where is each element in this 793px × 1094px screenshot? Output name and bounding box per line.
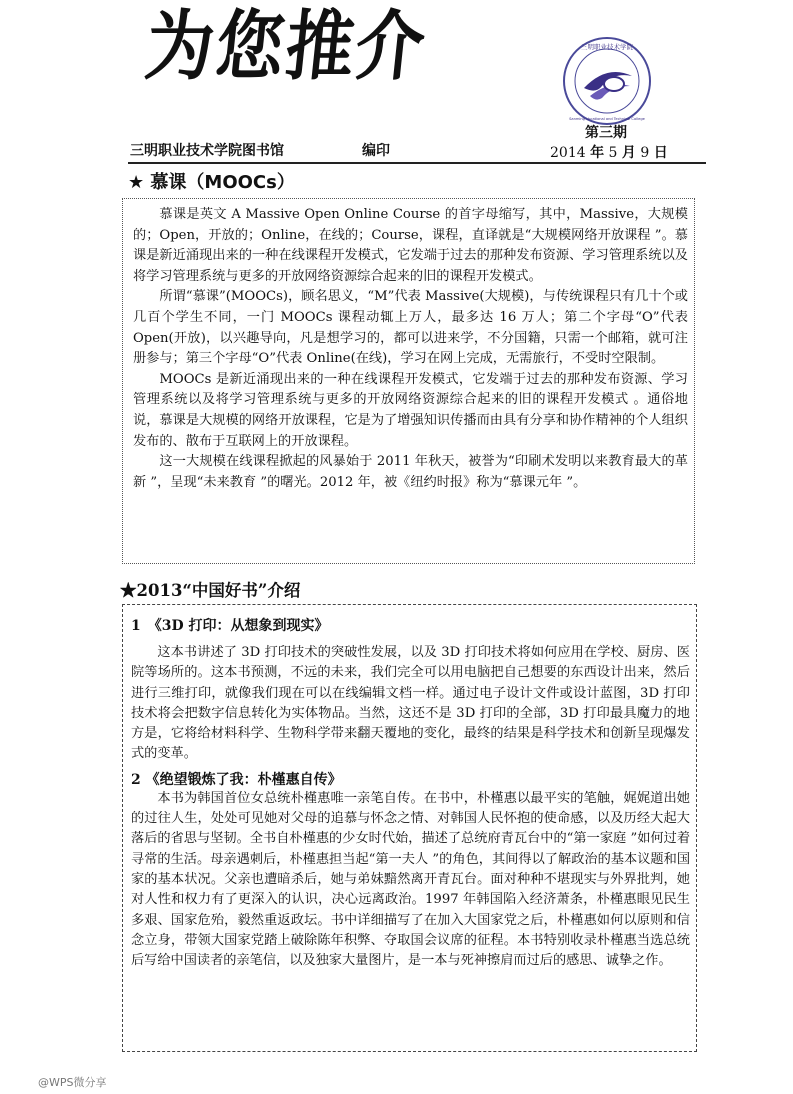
book1-description: 这本书讲述了 3D 打印技术的突破性发展，以及 3D 打印技术将如何应用在学校、厨房、医院等场所的。这本书预测，不远的未来，我们完全可以用电脑把自己想要的东西设计出来，然后进行三维打印，就像我们现在可以在线编辑文档一样。通过电子设计文件或设计蓝图，3D 打印技术将会把数字信息转化为实体物品。当然，这还不是 3D 打印的全部，3D 打印最具魔力的地方是，它将给材料科学、生物科学带来翻天覆地的变化，最终的结果是科学技术和创新呈现爆发式的变革。 bbox=[131, 645, 690, 762]
book2-title: 2 《绝望锻炼了我：朴槿惠自传》 bbox=[131, 771, 342, 788]
book2-description: 本书为韩国首位女总统朴槿惠唯一亲笔自传。在书中，朴槿惠以最平实的笔触，娓娓道出她的过往人生，处处可见她对父母的追慕与怀念之情、对韩国人民怀抱的使命感，以及历经大起大落后的省思与坚韧。全书自朴槿惠的少女时代始，描述了总统府青瓦台中的“第一家庭 ”如何过着寻常的生活。母亲遇刺后，朴槿惠担当起“第一夫人 ”的角色，其间得以了解政治的基本议题和国家的基本状况。父亲也遭暗杀后，她与弟妹黯然离开青瓦台。面对种种不堪现实与外界批判，她对人性和权力有了更深入的认识，决心远离政治。1997 年韩国陷入经济萧条，朴槿惠眼见民生多艰、国家危殆，毅然重返政坛。书中详细描写了在加入大国家党之后，朴槿惠如何以原则和信念立身，带领大国家党踏上破除陈年积弊、夺取国会议席的征程。本书特别收录朴槿惠当选总统后写给中国读者的亲笔信，以及独家大量图片，是一本与死神擦肩而过后的感思、诚挚之作。 bbox=[131, 790, 690, 969]
date-month-char: 月 bbox=[621, 145, 636, 161]
edited-label: 编印 bbox=[362, 143, 390, 159]
wps-watermark: @WPS微分享 bbox=[38, 1076, 107, 1089]
date-day-char: 日 bbox=[653, 145, 668, 161]
date-day: 9 bbox=[640, 145, 650, 161]
date-year-char: 年 bbox=[590, 145, 605, 161]
mooc-paragraph: 这一大规模在线课程掀起的风暴始于 2011 年秋天，被誉为“印刷术发明以来教育最大的革新 ”，呈现“未来教育 ”的曙光。2012 年，被《纽约时报》称为“慕课元年 ”。 bbox=[133, 454, 688, 490]
date-month: 5 bbox=[608, 145, 618, 161]
good-books-box bbox=[122, 604, 697, 1052]
mooc-text-box bbox=[122, 198, 695, 564]
logo-text: 三明职业技术学院 bbox=[581, 43, 633, 51]
library-name: 三明职业技术学院图书馆 bbox=[130, 143, 284, 159]
issue-date bbox=[550, 142, 668, 162]
mooc-paragraph: 所谓“慕课”(MOOCs)，顾名思义，“M”代表 Massive(大规模)，与传统课程只有几十个或几百个学生不同，一门 MOOCs 课程动辄上万人，最多达 16 万人；第二个字母“O”代表 Open(开放)，以兴趣导向，凡是想学习的，都可以进来学，不分国籍，只需一个邮箱，就可注册参与；第三个字母“O”代表 Online(在线)，学习在网上完成，无需旅行，不受时空限制。 bbox=[133, 289, 688, 367]
date-year: 2014 bbox=[550, 145, 586, 161]
mooc-paragraph: MOOCs 是新近涌现出来的一种在线课程开发模式，它发端于过去的那种发布资源、学习管理系统以及将学习管理系统与更多的开放网络资源综合起来的旧的课程开发模式 。通俗地说，慕课是大规模的网络开放课程，它是为了增强知识传播而由具有分享和协作精神的个人组织发布的、散布于互联网上的开放课程。 bbox=[133, 371, 688, 449]
logo-english-text: Sanming Vocational and Technical College bbox=[569, 117, 645, 121]
issue-number: 第三期 bbox=[585, 125, 627, 141]
mooc-paragraph: 慕课是英文 A Massive Open Online Course 的首字母缩写，其中，Massive，大规模的；Open，开放的；Online，在线的；Course，课程，直译就是“大规模网络开放课程 ”。慕课是新近涌现出来的一种在线课程开发模式，它发端于过去的那种发布资源、学习管理系统以及将学习管理系统与更多的开放网络资源综合起来的旧的课程开发模式。 bbox=[133, 207, 688, 284]
college-emblem-icon bbox=[562, 36, 652, 126]
good-books-heading: ★2013“中国好书”介绍 bbox=[120, 581, 301, 600]
header-divider bbox=[128, 162, 706, 164]
book1-title: 1 《3D 打印：从想象到现实》 bbox=[131, 618, 329, 634]
mooc-heading: ★ 慕课（MOOCs） bbox=[128, 172, 295, 193]
newsletter-title: 为您推介 bbox=[141, 3, 431, 92]
